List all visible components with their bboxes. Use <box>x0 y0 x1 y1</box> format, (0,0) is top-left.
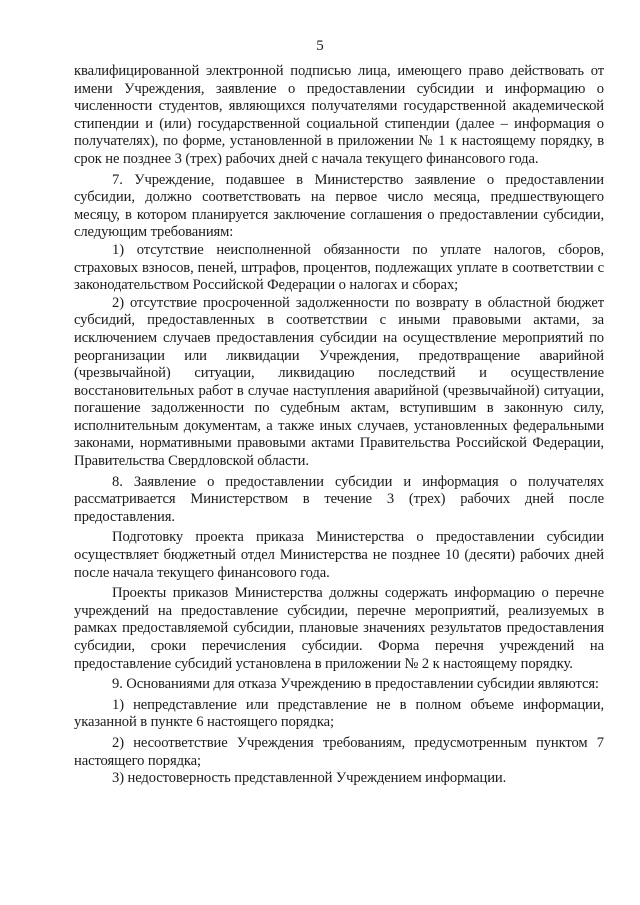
paragraph: 2) несоответствие Учреждения требованиям, предусмотренным пунктом 7 настоящего порядка; <box>74 734 604 769</box>
paragraph: Подготовку проекта приказа Министерства о предоставлении субсидии осуществляет бюджетный отдел Министерства не позднее 10 (десяти) рабочих дней после начала текущего финансового года. <box>74 529 604 581</box>
paragraph: 2) отсутствие просроченной задолженности по возврату в областной бюджет субсидий, предоставленных в соответствии с иными правовыми актами, за исключением случаев предоставления субсидии на осуществление мероприятий по реорганизации или ликвидации Учреждения, предотвращение аварийной (чрезвычайной) ситуации, ликвидацию последствий и осуществление восстановительных работ в случае наступления аварийной (чрезвычайной) ситуации, погашение задолженности по судебным актам, вступившим в законную силу, исполнительным документам, а также иных случаев, установленных федеральными законами, нормативными правовыми актами Правительства Российской Федерации, Правительства Свердловской области. <box>74 294 604 470</box>
paragraph: квалифицированной электронной подписью лица, имеющего право действовать от имени Учреждения, заявление о предоставлении субсидии и информацию о численности студентов, являющихся получателями государственной академической стипендии и (или) государственной социальной стипендии (далее – информация о получателях), по форме, установленной в приложении № 1 к настоящему порядку, в срок не позднее 3 (трех) рабочих дней с начала текущего финансового года. <box>74 63 604 167</box>
paragraph: Проекты приказов Министерства должны содержать информацию о перечне учреждений на предоставление субсидии, перечне мероприятий, реализуемых в рамках предоставляемой субсидии, плановые значениях результатов предоставления субсидии, сроки перечисления субсидии. Форма перечня учреждений на предоставление субсидий установлена в приложении № 2 к настоящему порядку. <box>74 585 604 672</box>
page-number: 5 <box>316 38 324 54</box>
paragraph: 3) недостоверность представленной Учреждением информации. <box>112 770 507 787</box>
paragraph: 8. Заявление о предоставлении субсидии и информация о получателях рассматривается Министерством в течение 3 (трех) рабочих дней после предоставления. <box>74 473 604 525</box>
document-body <box>74 63 604 788</box>
paragraph: 1) непредставление или представление не в полном объеме информации, указанной в пункте 6 настоящего порядка; <box>74 696 604 731</box>
paragraph: 9. Основаниями для отказа Учреждению в предоставлении субсидии являются: <box>112 676 599 693</box>
paragraph: 1) отсутствие неисполненной обязанности по уплате налогов, сборов, страховых взносов, пеней, штрафов, процентов, подлежащих уплате в соответствии с законодательством Российской Федерации о налогах и сборах; <box>74 241 604 294</box>
paragraph: 7. Учреждение, подавшее в Министерство заявление о предоставлении субсидии, должно соответствовать на первое число месяца, предшествующего месяцу, в котором планируется заключение соглашения о предоставлении субсидии, следующим требованиям: <box>74 171 604 241</box>
